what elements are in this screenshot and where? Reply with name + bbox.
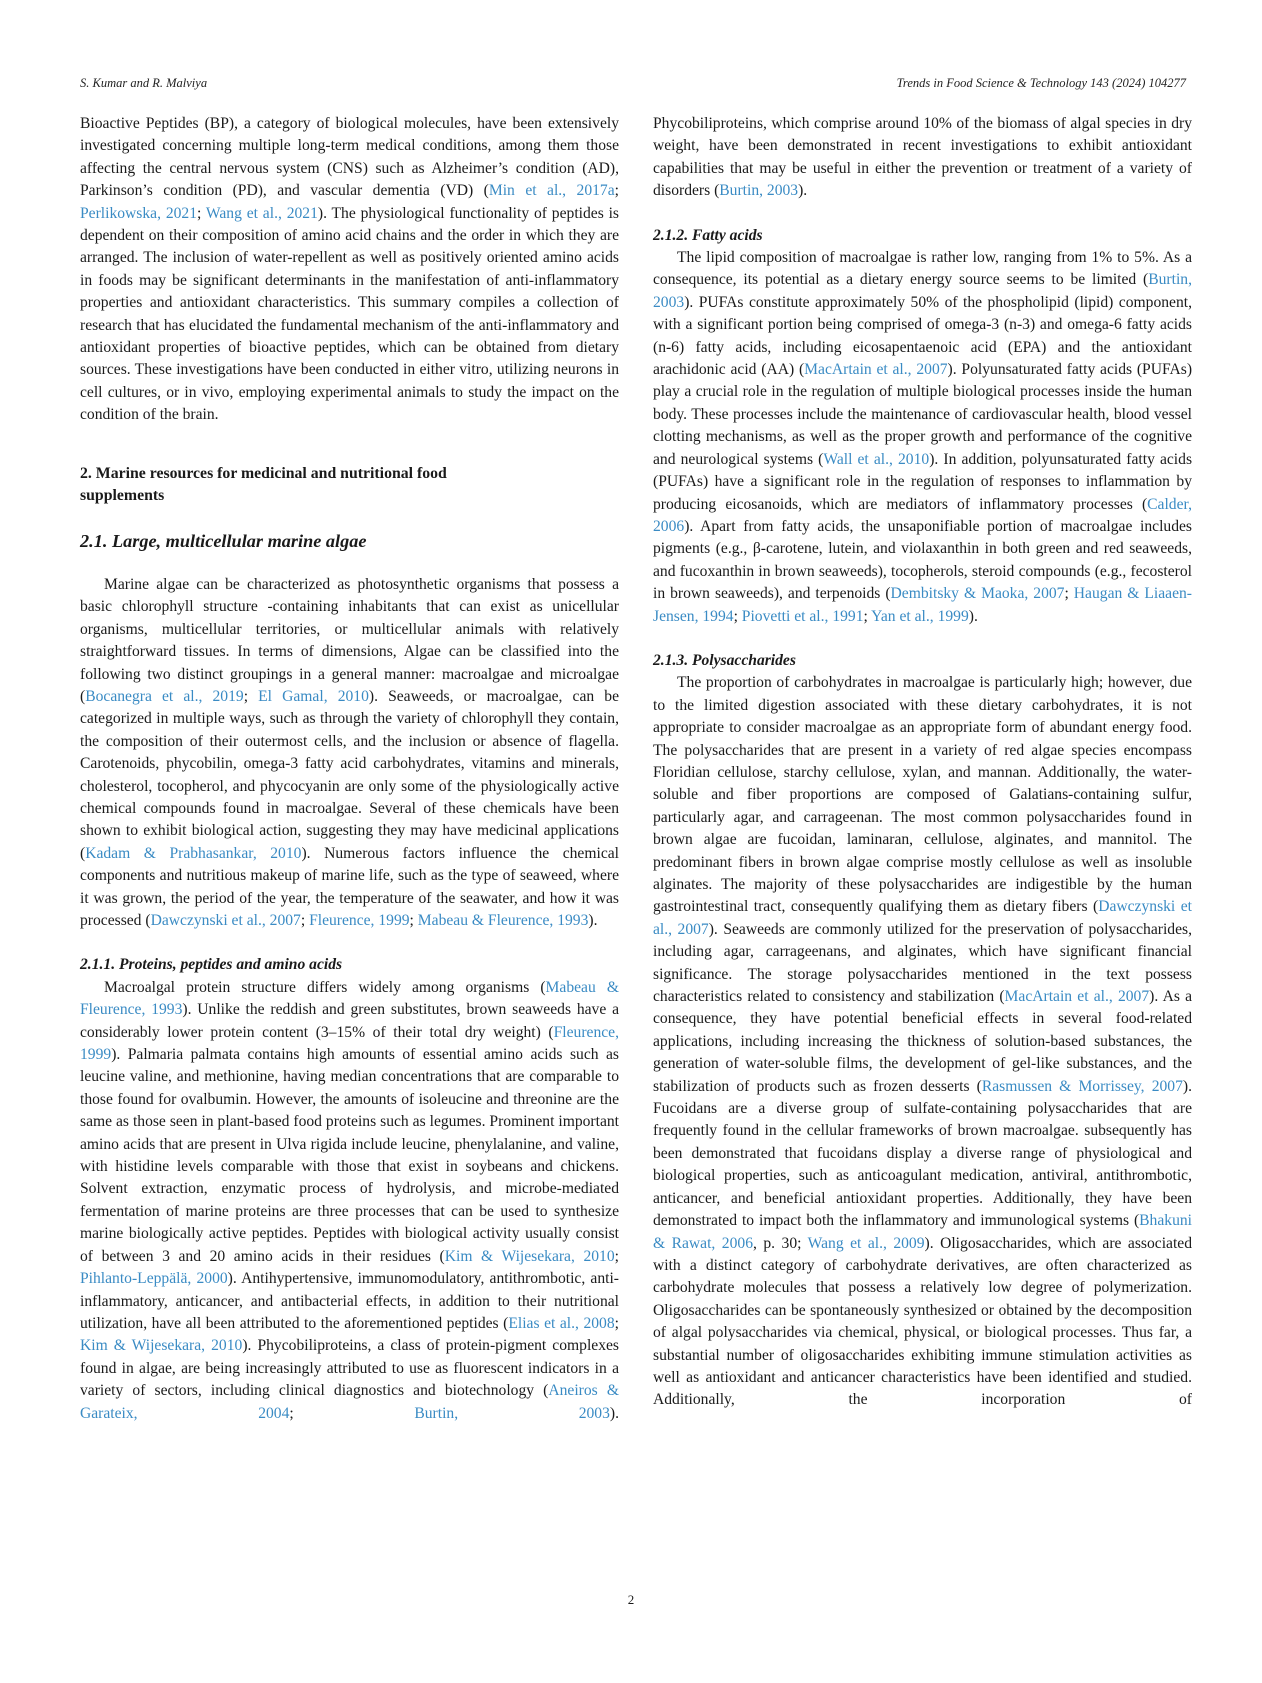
citation-link[interactable]: MacArtain et al., 2007 <box>1004 988 1150 1006</box>
proteins-paragraph <box>80 977 619 1425</box>
text: ). Fucoidans are a diverse group of sulfate-containing polysaccharides that are frequently found in the cellular frameworks of brown macroalgae. subsequently has been demonstrated that fucoidans display a diverse range of physiological and biological properties, such as anticoagulant medication, antiviral, antithrombotic, anticancer, and beneficial antioxidant properties. Additionally, they have been demonstrated to impact both the inflammatory and immunological systems ( <box>653 1077 1192 1230</box>
citation-link[interactable]: Dembitsky & Maoka, 2007 <box>890 585 1065 603</box>
citation-link[interactable]: Elias et al., 2008 <box>508 1314 615 1332</box>
citation-link[interactable]: Min et al., 2017a <box>488 182 615 200</box>
citation-link[interactable]: Rasmussen & Morrissey, 2007 <box>981 1077 1183 1095</box>
citation-link[interactable]: Kadam & Prabhasankar, 2010 <box>85 844 302 862</box>
text: Macroalgal protein structure differs widely among organisms ( <box>104 978 546 996</box>
text: ). Seaweeds, or macroalgae, can be categorized in multiple ways, such as through the variety of chlorophyll they contain, the composition of their outermost cells, and the inclusion or absence of flagella. Carotenoids, phycobilin, omega-3 fatty acid carbohydrates, vitamins and minerals, cholesterol, tocopherol, and phycocyanin are only some of the physiologically active chemical compounds found in macroalgae. Several of these chemicals have been shown to exhibit biological action, suggesting they may have medicinal applications ( <box>80 687 620 862</box>
text: ). <box>588 912 598 929</box>
citation-link[interactable]: Wang et al., 2009 <box>807 1234 925 1252</box>
citation-link[interactable]: Wang et al., 2021 <box>205 204 318 222</box>
page-number: 2 <box>627 1592 635 1607</box>
text: ; <box>409 912 418 929</box>
text: ). As a consequence, they have potential beneficial effects in several food-related applications, including increasing the thickness of solution-based substances, the generation of water-soluble films, the development of gel-like substances, and the stabilization of products such as frozen desserts ( <box>653 988 1193 1095</box>
citation-link[interactable]: Aneiros & Garateix, 2004 <box>80 1382 619 1422</box>
citation-link[interactable]: Dawczynski et al., 2007 <box>150 912 301 929</box>
text: ). Phycobiliproteins, a class of protein-pigment complexes found in algae, are being increasingly attributed to use as fluorescent indicators in a variety of sectors, including clinical diagnostics and biotechnology ( <box>80 1337 619 1400</box>
citation-link[interactable]: Calder, 2006 <box>653 495 1192 535</box>
text: ). Numerous factors influence the chemical components and nutritious makeup of marine life, such as the type of seaweed, where it was grown, the period of the year, the temperature of the seawater, and how it was processed ( <box>80 844 619 929</box>
text: Phycobiliproteins, which comprise around 10% of the biomass of algal species in dry weight, have been demonstrated in recent investigations to exhibit antioxidant capabilities that may be useful in either the prevention or treatment of a variety of disorders ( <box>653 115 1192 200</box>
citation-link[interactable]: Pihlanto-Leppälä, 2000 <box>80 1270 228 1288</box>
polysaccharides-paragraph <box>653 672 1192 1411</box>
text: ; <box>1064 585 1074 603</box>
citation-link[interactable]: MacArtain et al., 2007 <box>804 361 948 379</box>
citation-link[interactable]: Perlikowska, 2021 <box>80 204 198 222</box>
citation-link[interactable]: Burtin, 2003 <box>653 271 1192 311</box>
text: ). In addition, polyunsaturated fatty acids (PUFAs) have a significant role in the regulation of responses to inflammation by producing eicosanoids, which are mediators of inflammatory processes ( <box>653 450 1193 513</box>
text: The lipid composition of macroalgae is rather low, ranging from 1% to 5%. As a consequence, its potential as a dietary energy source seems to be limited ( <box>653 249 1192 289</box>
citation-link[interactable]: Bhakuni & Rawat, 2006 <box>653 1212 1192 1252</box>
citation-link[interactable]: Fleurence, 1999 <box>80 1023 619 1064</box>
text: ). Polyunsaturated fatty acids (PUFAs) play a crucial role in the regulation of multiple biological processes inside the human body. These processes include the maintenance of cardiovascular health, blood vessel clotting mechanisms, as well as the proper growth and performance of the cognitive and neurological systems ( <box>653 361 1193 468</box>
text: ). <box>609 1404 619 1422</box>
citation-link[interactable]: Wall et al., 2010 <box>823 450 930 468</box>
section-heading-2-1: 2.1. Large, multicellular marine algae <box>80 530 367 551</box>
running-head-authors: S. Kumar and R. Malviya <box>80 76 208 90</box>
fatty-acids-paragraph <box>653 247 1192 628</box>
section-heading-2-1-3: 2.1.3. Polysaccharides <box>653 651 796 669</box>
text: ; <box>733 607 742 625</box>
text: ). The physiological functionality of peptides is dependent on their composition of amino acid chains and the order in which they are arranged. The inclusion of water-repellent as well as positively oriented amino acids in foods may be significant determinants in the manifestation of anti-inflammatory properties and antioxidant characteristics. This summary compiles a collection of research that has elucidated the fundamental mechanism of the anti-inflammatory and antioxidant properties of bioactive peptides, which can be obtained from dietary sources. These investigations have been conducted in either vitro, utilizing neurons in cell cultures, or in vivo, employing experimental animals to study the impact on the condition of the brain. <box>80 204 620 424</box>
text: ). Palmaria palmata contains high amounts of essential amino acids such as leucine valine, and methionine, having median concentrations that are comparable to those found for ovalbumin. However, the amounts of isoleucine and threonine are the same as those seen in plant-based food proteins such as legumes. Prominent important amino acids that are present in Ulva rigida include leucine, phenylalanine, and valine, with histidine levels comparable with those that exist in soybeans and chickens. Solvent extraction, enzymatic process of hydrolysis, and microbe-mediated fermentation of marine proteins are three processes that can be used to synthesize marine biologically active peptides. Peptides with biological activity usually consist of between 3 and 20 amino acids in their residues ( <box>80 1046 619 1265</box>
intro-paragraph <box>80 113 619 427</box>
text: ; <box>614 1314 619 1332</box>
text: ; <box>614 182 619 200</box>
text: Bioactive Peptides (BP), a category of biological molecules, have been extensively investigated concerning multiple long-term medical conditions, among them those affecting the central nervous system (CNS) such as Alzheimer’s condition (AD), Parkinson’s condition (PD), and vascular dementia (VD) ( <box>80 115 619 200</box>
right-column <box>653 113 1192 1412</box>
text: ; <box>289 1404 415 1422</box>
text: ). <box>968 607 978 625</box>
citation-link[interactable]: Piovetti et al., 1991 <box>741 607 864 625</box>
citation-link[interactable]: Kim & Wijesekara, 2010 <box>444 1247 615 1265</box>
text: The proportion of carbohydrates in macroalgae is particularly high; however, due to the limited digestion associated with these dietary carbohydrates, it is not appropriate to consider macroalgae as an appropriate form of abundant energy food. The polysaccharides that are present in a variety of red algae species encompass Floridian cellulose, starchy cellulose, xylan, and mannan. Additionally, the water-soluble and fiber proportions are composed of Galatians-containing sulfur, particularly agar, and carrageenan. The most common polysaccharides found in brown algae are fucoidan, laminaran, cellulose, alginates, and mannitol. The predominant fibers in brown algae comprise mostly cellulose as well as insoluble alginates. The majority of these polysaccharides are indigestible by the human gastrointestinal tract, consequently qualifying them as dietary fibers ( <box>653 674 1192 916</box>
citation-link[interactable]: Mabeau & Fleurence, 1993 <box>80 978 619 1019</box>
citation-link[interactable]: Yan et al., 1999 <box>871 607 969 625</box>
text: Marine algae can be characterized as photosynthetic organisms that possess a basic chlorophyll structure -containing inhabitants that can exist as unicellular organisms, multicellular territories, or multicellular animals with relatively straightforward tissues. In terms of dimensions, Algae can be classified into the following two distinct groupings in a general manner: macroalgae and microalgae ( <box>80 575 619 705</box>
text: ). PUFAs constitute approximately 50% of the phospholipid (lipid) component, with a significant portion being comprised of omega-3 (n-3) and omega-6 fatty acids (n-6) fatty acids, including eicosapentaenoic acid (EPA) and the antioxidant arachidonic acid (AA) ( <box>653 293 1192 379</box>
text: ). Apart from fatty acids, the unsaponifiable portion of macroalgae includes pigments (e.g., β-carotene, lutein, and violaxanthin in both green and red seaweeds, and fucoxanthin in brown seaweeds), tocopherols, steroid compounds (e.g., fecosterol in brown seaweeds), and terpenoids ( <box>653 517 1192 603</box>
marine-algae-paragraph <box>80 574 619 933</box>
text: ). <box>798 182 808 200</box>
text: , p. 30; <box>753 1234 808 1252</box>
citation-link[interactable]: Burtin, 2003 <box>414 1404 610 1422</box>
text: ; <box>300 912 310 929</box>
citation-link[interactable]: El Gamal, 2010 <box>258 687 369 705</box>
section-heading-2-1-2: 2.1.2. Fatty acids <box>653 226 763 244</box>
citation-link[interactable]: Kim & Wijesekara, 2010 <box>80 1337 243 1355</box>
text: ; <box>243 687 259 705</box>
citation-link[interactable]: Mabeau & Fleurence, 1993 <box>417 912 589 929</box>
text: ). Antihypertensive, immunomodulatory, antithrombotic, anti-inflammatory, anticancer, and antibacterial effects, in addition to their nutritional utilization, have all been attributed to the aforementioned peptides ( <box>80 1270 619 1332</box>
citation-link[interactable]: Burtin, 2003 <box>719 182 799 200</box>
left-column <box>80 113 619 1425</box>
text: ; <box>614 1247 619 1265</box>
section-heading-2: 2. Marine resources for medicinal and nutritional food supplements <box>80 464 447 505</box>
text: ; <box>863 607 872 625</box>
section-heading-2-1-1: 2.1.1. Proteins, peptides and amino acids <box>80 956 343 974</box>
text: ; <box>197 204 206 222</box>
phycobiliproteins-paragraph <box>653 113 1192 203</box>
text: ). Unlike the reddish and green substitutes, brown seaweeds have a considerably lower protein content (3–15% of their total dry weight) ( <box>80 1001 619 1041</box>
citation-link[interactable]: Haugan & Liaaen-Jensen, 1994 <box>653 585 1193 625</box>
text: ). Oligosaccharides, which are associated with a distinct category of carbohydrate derivatives, are often characterized as carbohydrate molecules that possess a relatively low degree of polymerization. Oligosaccharides can be spontaneously synthesized or obtained by the decomposition of algal polysaccharides via chemical, physical, or biological processes. Thus far, a substantial number of oligosaccharides exhibiting immune stimulation activities as well as antioxidant and anticancer characteristics have been identified and studied. Additionally, the incorporation of <box>653 1234 1192 1409</box>
text: ). Seaweeds are commonly utilized for the preservation of polysaccharides, including agar, carrageenans, and alginates, which have significant financial significance. The storage polysaccharides mentioned in the text possess characteristics related to consistency and stabilization ( <box>653 920 1192 1006</box>
citation-link[interactable]: Bocanegra et al., 2019 <box>85 687 244 705</box>
citation-link[interactable]: Fleurence, 1999 <box>309 912 410 929</box>
citation-link[interactable]: Dawczynski et al., 2007 <box>653 898 1192 938</box>
running-head-journal: Trends in Food Science & Technology 143 (2024) 104277 <box>896 76 1186 90</box>
